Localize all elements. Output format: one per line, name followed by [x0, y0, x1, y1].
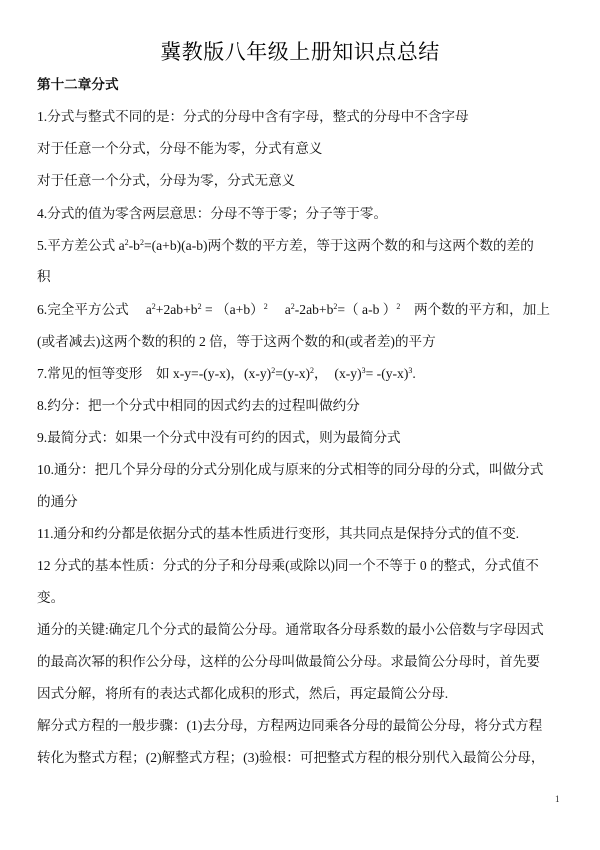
text-line-10-cont: 的通分 [37, 494, 78, 509]
line7-exp: 3 [361, 366, 366, 375]
line6-exp: 2 [151, 302, 156, 311]
line5-minus-b: -b [128, 238, 140, 253]
line7-exp: 2 [271, 366, 276, 375]
text-line-16: 解分式方程的一般步骤：(1)去分母，方程两边同乘各分母的最简公分母，将分式方程 [37, 718, 543, 733]
line7-part: = -(y-x) [365, 366, 409, 381]
line6-exp: 2 [333, 302, 338, 311]
text-line-15: 因式分解，将所有的表达式都化成积的形式，然后，再定最简公分母. [37, 686, 449, 701]
text-line-4: 4.分式的值为零含两层意思：分母不等于零；分子等于零。 [37, 206, 388, 221]
text-line-8: 8.约分：把一个分式中相同的因式约去的过程叫做约分 [37, 398, 360, 413]
text-line-14: 的最高次幂的积作公分母，这样的公分母叫做最简公分母。求最简公分母时，首先要 [37, 654, 540, 669]
line7-exp: 3 [408, 366, 413, 375]
line6-part: 两个数的平方和，加上 [400, 302, 550, 317]
line6-exp: 2 [263, 302, 268, 311]
chapter-heading: 第十二章分式 [37, 77, 119, 92]
line6-part: +2ab+b [155, 302, 198, 317]
text-line-12-cont: 变。 [37, 590, 65, 605]
line6-part: = （a+b） [201, 302, 264, 317]
text-line-6 [37, 301, 567, 319]
line7-part: 7.常见的恒等变形 如 x-y=-(y-x)，(x-y) [37, 366, 272, 381]
text-line-5-cont: 积 [37, 269, 51, 284]
text-line-10: 10.通分：把几个异分母的分式分别化成与原来的分式相等的同分母的分式，叫做分式 [37, 462, 544, 477]
text-line-12: 12 分式的基本性质：分式的分子和分母乘(或除以)同一个不等于 0 的整式，分式值不 [37, 558, 539, 573]
line5-prefix: 5.平方差公式 [37, 238, 119, 253]
line7-part: . [412, 366, 416, 381]
page-number: 1 [555, 794, 560, 804]
text-line-5 [37, 237, 567, 255]
line6-exp: 2 [396, 302, 401, 311]
line5-exp1: 2 [124, 238, 129, 247]
line6-exp: 2 [197, 302, 202, 311]
text-line-3: 对于任意一个分式，分母为零，分式无意义 [37, 173, 296, 188]
text-line-2: 对于任意一个分式，分母不能为零，分式有意义 [37, 141, 323, 156]
line5-a: a [118, 238, 125, 253]
line6-exp: 2 [290, 302, 295, 311]
line6-part: =（ a-b ） [337, 302, 397, 317]
text-line-7 [37, 365, 567, 383]
text-line-17: 转化为整式方程；(2)解整式方程；(3)验根：可把整式方程的根分别代入最简公分母， [37, 750, 545, 765]
text-line-6-cont: (或者减去)这两个数的积的 2 倍，等于这两个数的和(或者差)的平方 [37, 334, 436, 349]
line7-part: ， (x-y) [314, 366, 362, 381]
text-line-13: 通分的关键:确定几个分式的最简公分母。通常取各分母系数的最小公倍数与字母因式 [37, 622, 544, 637]
line6-part: -2ab+b [294, 302, 334, 317]
text-line-1: 1.分式与整式不同的是：分式的分母中含有字母，整式的分母中不含字母 [37, 109, 469, 124]
line6-part: 6.完全平方公式 a [37, 302, 152, 317]
document-title: 冀教版八年级上册知识点总结 [160, 40, 440, 64]
line6-part: a [267, 302, 291, 317]
line7-exp: 2 [310, 366, 315, 375]
line5-rest: =(a+b)(a-b)两个数的平方差，等于这两个数的和与这两个数的差的 [143, 238, 534, 253]
line5-exp2: 2 [139, 238, 144, 247]
text-line-11: 11.通分和约分都是依据分式的基本性质进行变形，其共同点是保持分式的值不变. [37, 526, 520, 541]
text-line-9: 9.最简分式：如果一个分式中没有可约的因式，则为最简分式 [37, 430, 401, 445]
line7-part: =(y-x) [275, 366, 311, 381]
